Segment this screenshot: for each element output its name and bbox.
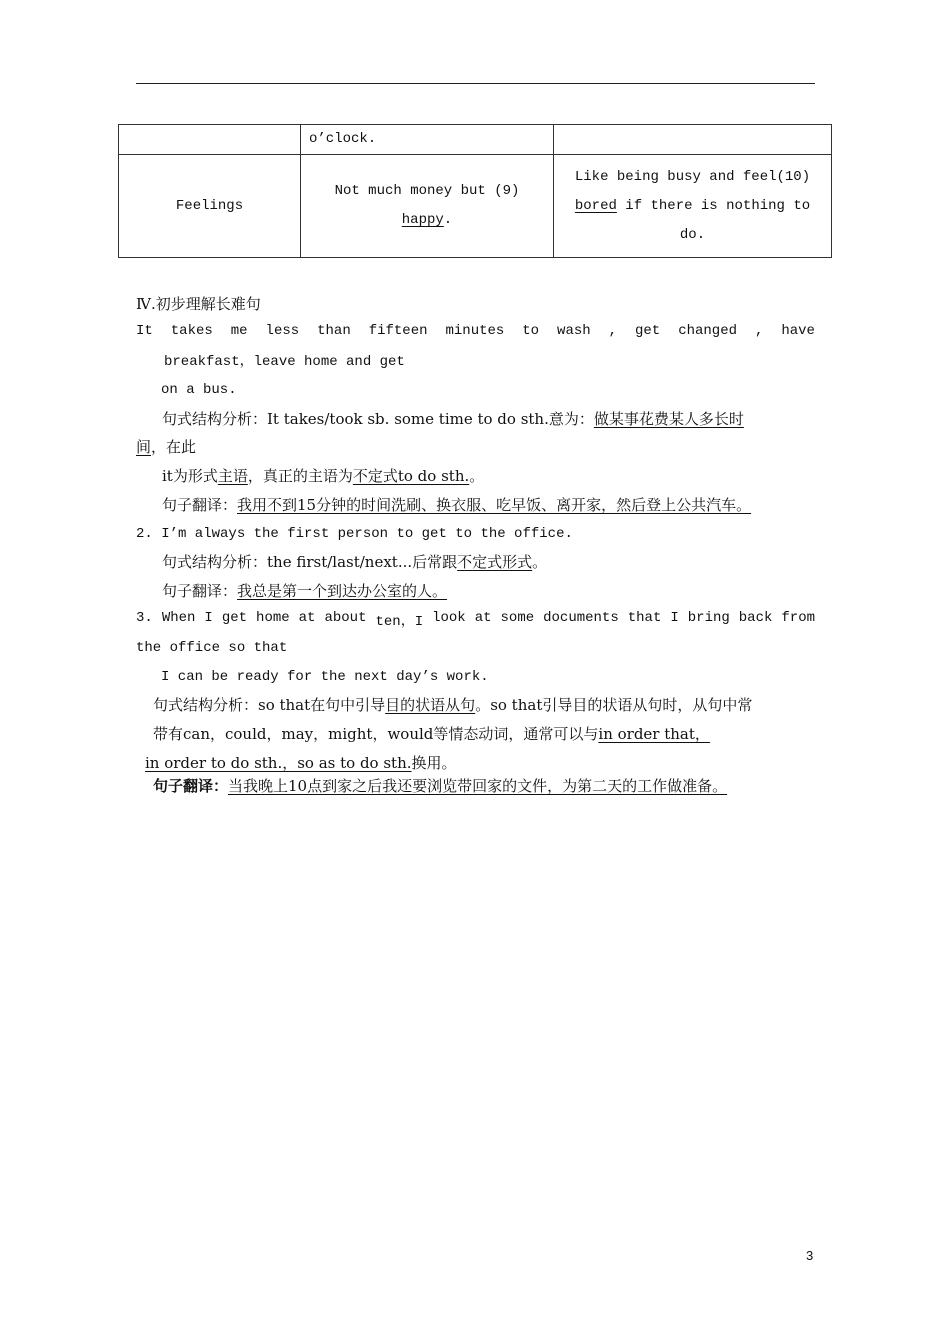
word: 3. bbox=[136, 610, 153, 626]
word: that bbox=[627, 610, 662, 626]
word: less bbox=[265, 323, 300, 339]
table-cell bbox=[119, 155, 301, 258]
table-cell bbox=[554, 155, 832, 258]
sentence-1-translation: 句子翻译：我用不到15分钟的时间洗刷、换衣服、吃早饭、离开家，然后登上公共汽车。 bbox=[162, 496, 752, 514]
word: get bbox=[221, 610, 248, 626]
word: I bbox=[670, 610, 679, 626]
sentence-1-line3: on a bus. bbox=[161, 382, 237, 398]
word: fifteen bbox=[368, 323, 428, 339]
word: at bbox=[474, 610, 492, 626]
page-number: 3 bbox=[806, 1248, 814, 1263]
feelings-col3-line3: do. bbox=[679, 226, 706, 243]
sentence-1-analysis: 句式结构分析：It takes/took sb. some time to do sth.意为：做某事花费某人多长时 bbox=[162, 410, 744, 428]
word: have bbox=[781, 323, 815, 339]
sentence-1-line2: breakfast，leave home and get bbox=[164, 354, 405, 370]
info-table bbox=[118, 124, 832, 258]
sentence-3-analysis-cont2: in order to do sth.，so as to do sth.换用。 bbox=[145, 754, 457, 772]
word: bring bbox=[687, 610, 730, 626]
word: takes bbox=[170, 323, 213, 339]
sentence-2-translation: 句子翻译：我总是第一个到达办公室的人。 bbox=[162, 582, 448, 600]
word: home bbox=[256, 610, 290, 626]
table-row bbox=[119, 125, 832, 155]
table-cell bbox=[301, 155, 554, 258]
answer-bored: bored bbox=[574, 197, 617, 214]
table-cell bbox=[554, 125, 832, 155]
word: some bbox=[500, 610, 535, 626]
word: documents bbox=[543, 610, 619, 626]
table-row bbox=[119, 155, 832, 258]
word: about bbox=[324, 610, 367, 626]
section-title: Ⅳ.初步理解长难句 bbox=[136, 295, 261, 313]
word: , bbox=[754, 323, 764, 339]
header-rule bbox=[136, 83, 815, 84]
word: back bbox=[738, 610, 773, 626]
word: When bbox=[161, 610, 196, 626]
word: ten，I bbox=[375, 614, 424, 630]
word: wash bbox=[557, 323, 591, 339]
feelings-col3-line1: Like being busy and feel(10) bbox=[574, 168, 811, 185]
sentence-1-line1 bbox=[136, 323, 815, 339]
cell-oclock: o’clock. bbox=[309, 131, 377, 147]
sentence-1-analysis-cont: 间，在此 bbox=[136, 438, 197, 456]
table-cell bbox=[301, 125, 554, 155]
feelings-label: Feelings bbox=[175, 197, 244, 214]
word: minutes bbox=[445, 323, 505, 339]
sentence-3-line3: I can be ready for the next day’s work. bbox=[161, 669, 489, 685]
sentence-2-analysis: 句式结构分析：the first/last/next...后常跟不定式形式。 bbox=[162, 553, 548, 571]
sentence-3-line1 bbox=[136, 610, 815, 630]
feelings-col3-line2: bored if there is nothing to bbox=[574, 197, 811, 214]
sentence-3-translation: 句子翻译：当我晚上10点到家之后我还要浏览带回家的文件，为第二天的工作做准备。 bbox=[153, 777, 728, 795]
sentence-1-analysis-cont2: it为形式主语，真正的主语为不定式to do sth.。 bbox=[162, 467, 485, 485]
feelings-col2-line1: Not much money but (9) bbox=[334, 183, 520, 199]
table-cell bbox=[119, 125, 301, 155]
sentence-3-analysis-cont: 带有can，could，may，might，would等情态动词，通常可以与in order that， bbox=[153, 725, 710, 743]
word: get bbox=[635, 323, 661, 339]
sentence-3-analysis: 句式结构分析：so that在句中引导目的状语从句。so that引导目的状语从句时，从句中常 bbox=[153, 696, 753, 714]
answer-happy: happy bbox=[401, 212, 444, 228]
feelings-col2-line2: happy. bbox=[401, 212, 453, 228]
word: look bbox=[432, 610, 466, 626]
word: from bbox=[781, 610, 815, 626]
word: , bbox=[608, 323, 618, 339]
word: It bbox=[136, 323, 153, 339]
word: changed bbox=[678, 323, 737, 339]
sentence-2-line1: 2. I’m always the first person to get to the office. bbox=[136, 526, 573, 542]
word: at bbox=[298, 610, 316, 626]
word: me bbox=[230, 323, 248, 339]
word: I bbox=[204, 610, 213, 626]
sentence-3-line2: the office so that bbox=[136, 640, 288, 656]
word: to bbox=[522, 323, 540, 339]
word: than bbox=[317, 323, 351, 339]
